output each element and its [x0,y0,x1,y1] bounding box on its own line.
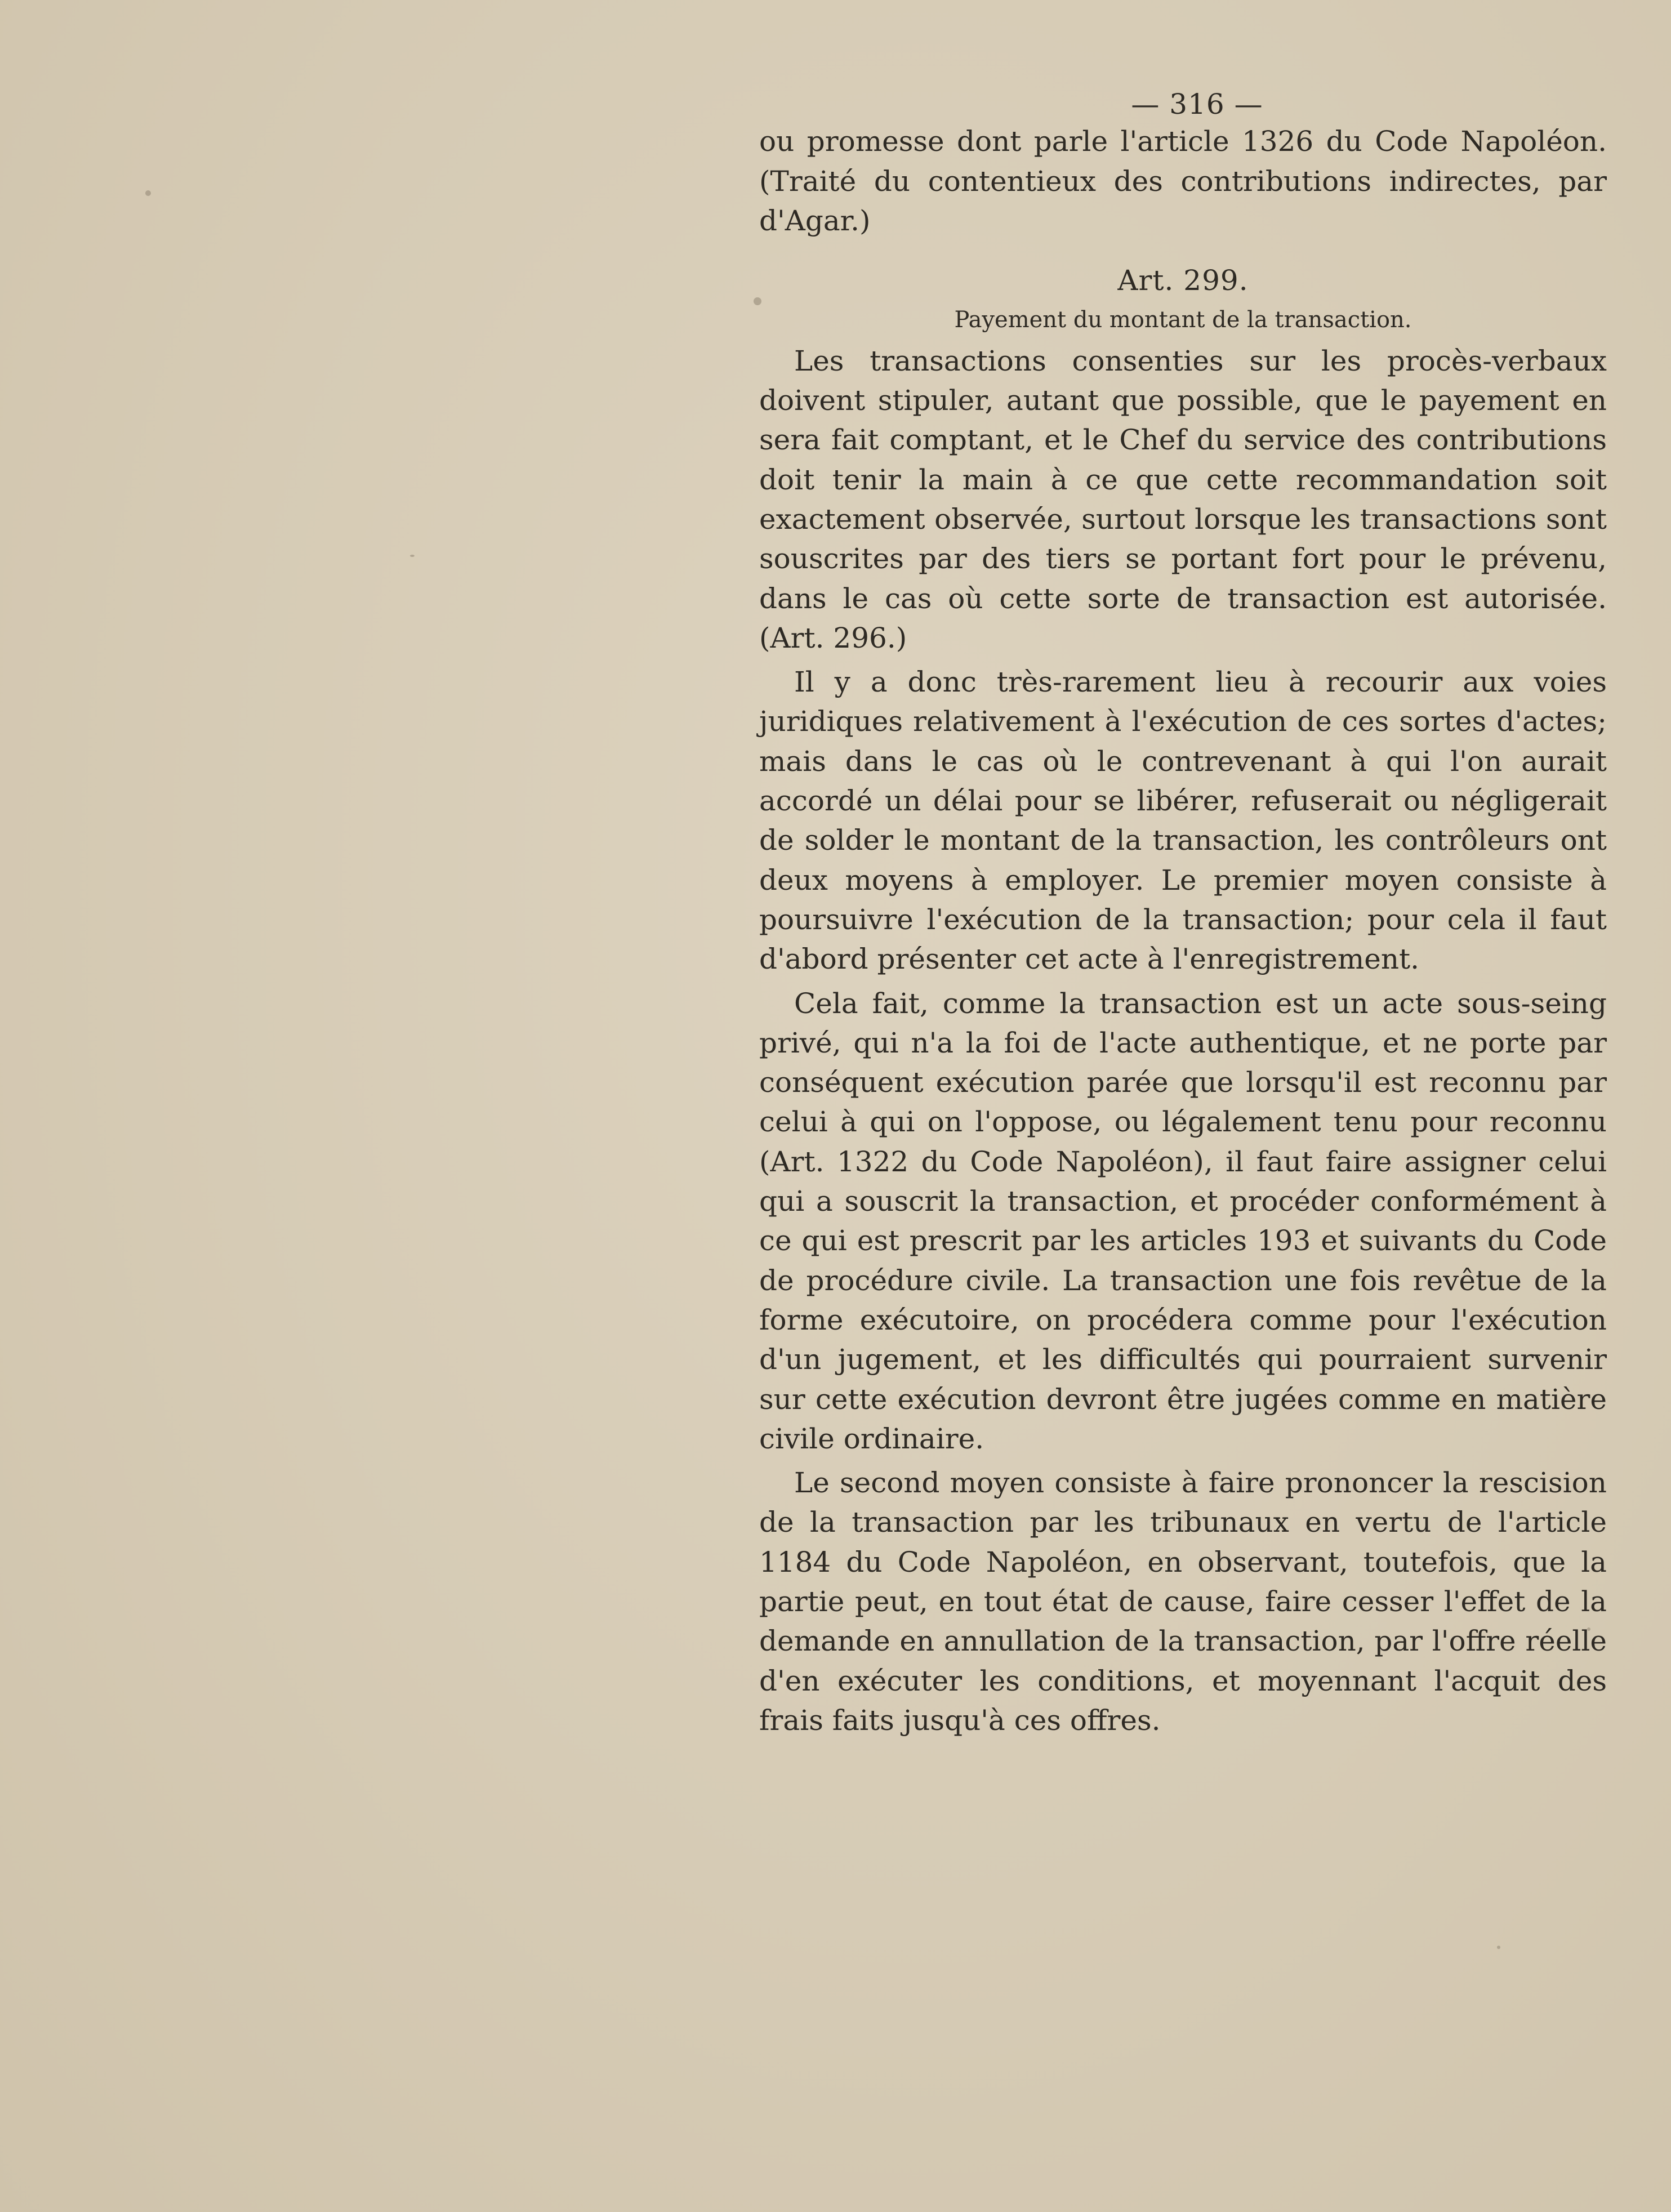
paragraph: Le second moyen consiste à faire prononcer la rescision de la transaction par les tribunaux en vertu de l'article 1184 du Code Napoléon, en observant, toutefois, que la partie peut, en tout état de cause, faire cesser l'effet de la demande en annullation de la transaction, par l'offre réelle d'en exécuter les conditions, et moyennant l'acquit des frais faits jusqu'à ces offres. [759,1466,1607,1737]
page-number: — 316 — [1131,88,1263,121]
paragraph: Cela fait, comme la transaction est un acte sous-seing privé, qui n'a la foi de l'acte authentique, et ne porte par conséquent exécution parée que lorsqu'il est reconnu par celui à qui on l'oppose, ou légalement tenu pour reconnu (Art. 1322 du Code Napoléon), il faut faire assigner celui qui a souscrit la transaction, et procéder conformément à ce qui est prescrit par les articles 193 et suivants du Code de procédure civile. La transaction une fois revêtue de la forme exécutoire, on procédera comme pour l'exécution d'un jugement, et les difficultés qui pourraient survenir sur cette exécution devront être jugées comme en matière civile ordinaire. [759,987,1607,1455]
paper-speck [145,190,151,196]
text-block [759,84,1607,1740]
paper-speck [410,555,415,557]
article-subtitle: Payement du montant de la transaction. [954,307,1412,333]
paper-speck [1497,1946,1500,1949]
article-heading: Art. 299. [1117,264,1249,297]
opening-lines: ou promesse dont parle l'article 1326 du Code Napoléon. (Traité du contentieux des contributions indirectes, par d'Agar.) [759,125,1607,237]
paragraph: Les transactions consenties sur les procès-verbaux doivent stipuler, autant que possible, que le payement en sera fait comptant, et le Chef du service des contributions doit tenir la main à ce que cette recommandation soit exactement observée, surtout lorsque les transactions sont souscrites par des tiers se portant fort pour le prévenu, dans le cas où cette sorte de transaction est autorisée. (Art. 296.) [759,344,1607,654]
paragraph: Il y a donc très-rarement lieu à recourir aux voies juridiques relativement à l'exécution de ces sortes d'actes; mais dans le cas où le contrevenant à qui l'on aurait accordé un délai pour se libérer, refuserait ou négligerait de solder le montant de la transaction, les contrôleurs ont deux moyens à employer. Le premier moyen consiste à poursuivre l'exécution de la transaction; pour cela il faut d'abord présenter cet acte à l'enregistrement. [759,666,1607,976]
